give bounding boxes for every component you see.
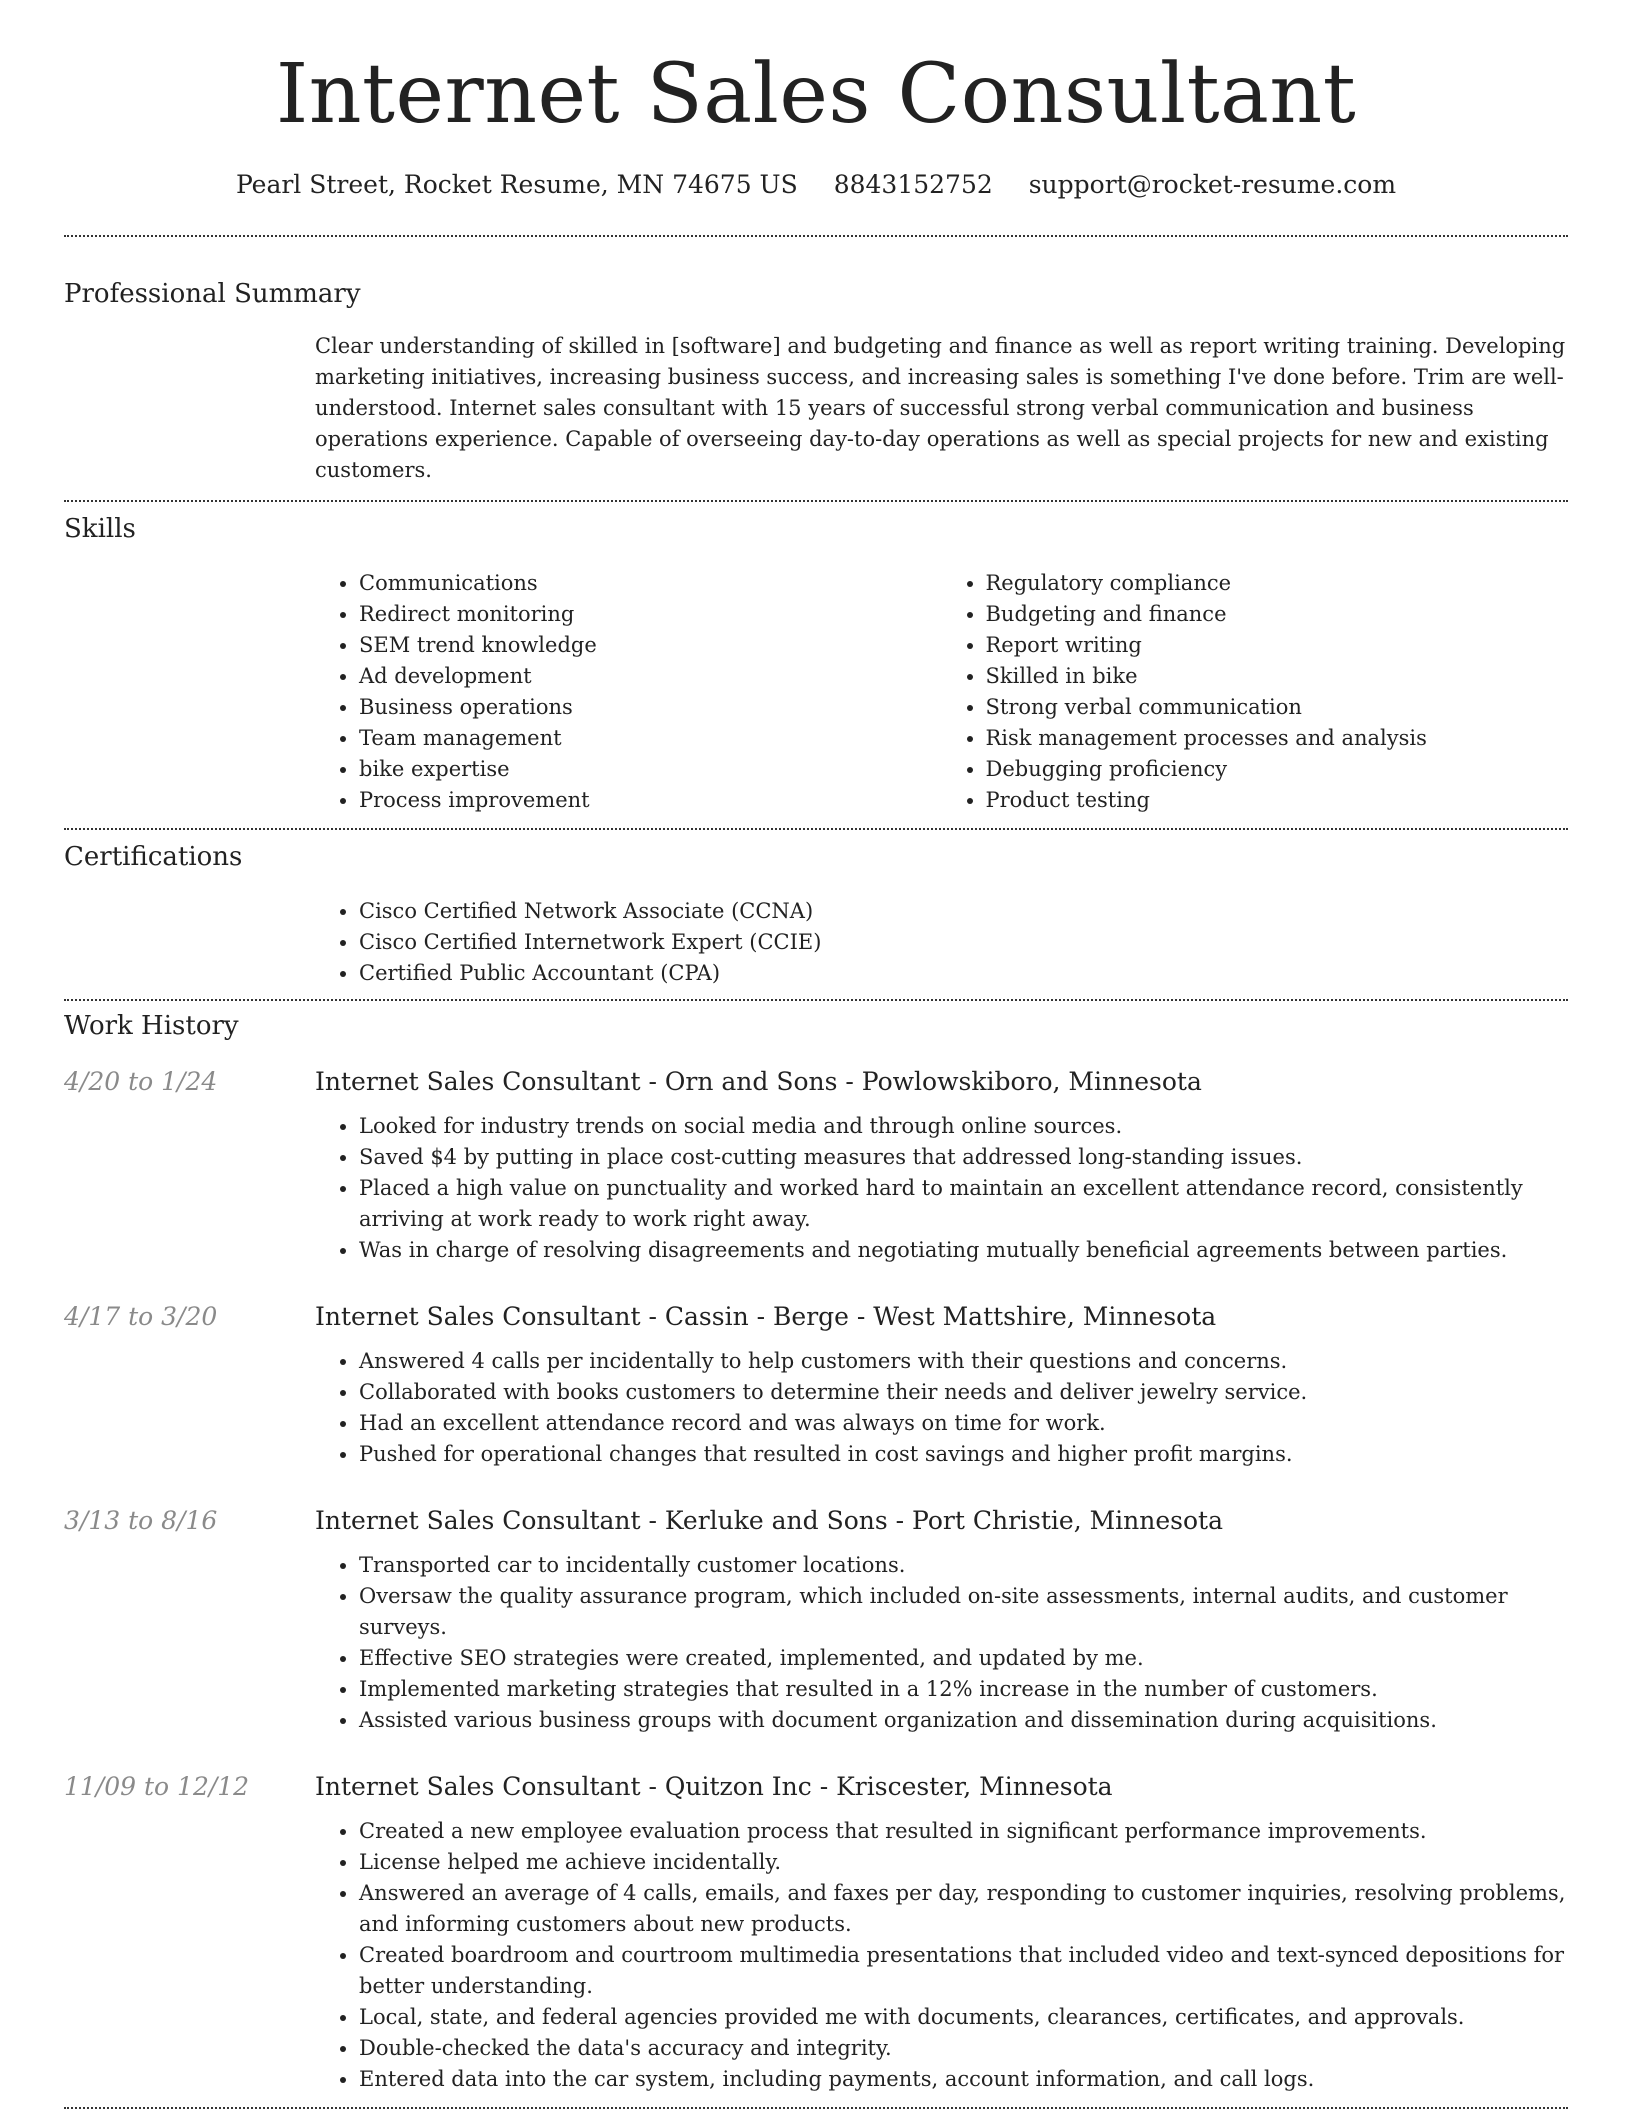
skills-title: Skills (64, 514, 136, 545)
job-entry (64, 1065, 1568, 1266)
address-text: Pearl Street, Rocket Resume, MN 74675 US (235, 170, 798, 200)
job-bullet: • Collaborated with books customers to determine their needs and deliver jewelry service. (359, 1377, 1568, 1408)
skill-item: • Debugging proficiency (986, 754, 1569, 785)
job-title: Internet Sales Consultant - Kerluke and Sons - Port Christie, Minnesota (315, 1506, 1224, 1536)
job-entry (64, 1770, 1568, 2095)
job-bullet: • Pushed for operational changes that resulted in cost savings and higher profit margins. (359, 1439, 1568, 1470)
job-title: Internet Sales Consultant - Orn and Sons - Powlowskiboro, Minnesota (315, 1067, 1202, 1097)
job-bullet: • Implemented marketing strategies that resulted in a 12% increase in the number of customers. (359, 1674, 1568, 1705)
summary-section (64, 237, 1568, 500)
job-bullet: • Effective SEO strategies were created, implemented, and updated by me. (359, 1643, 1568, 1674)
job-bullets (315, 1346, 1568, 1470)
job-bullet: • Placed a high value on punctuality and worked hard to maintain an excellent attendance record, consistently arriving at work ready to work right away. (359, 1173, 1568, 1235)
skills-list-left (315, 568, 942, 816)
job-bullets (315, 1816, 1568, 2095)
job-bullet: • Had an excellent attendance record and was always on time for work. (359, 1408, 1568, 1439)
certifications-title: Certifications (64, 842, 243, 873)
certifications-body (315, 896, 1568, 999)
skill-item: • Budgeting and finance (986, 599, 1569, 630)
job-dates: 4/17 to 3/20 (64, 1302, 218, 1332)
work-history-divider (64, 2107, 1568, 2109)
job-title: Internet Sales Consultant - Cassin - Berge - West Mattshire, Minnesota (315, 1302, 1217, 1332)
job-bullet: • Oversaw the quality assurance program, which included on-site assessments, internal audits, and customer surveys. (359, 1581, 1568, 1643)
job-bullets (315, 1111, 1568, 1266)
certifications-list (315, 896, 1568, 989)
skill-item: • Team management (359, 723, 942, 754)
skill-item: • Redirect monitoring (359, 599, 942, 630)
job-bullet: • Looked for industry trends on social media and through online sources. (359, 1111, 1568, 1142)
job-bullet: • Saved $4 by putting in place cost-cutting measures that addressed long-standing issues. (359, 1142, 1568, 1173)
job-details (315, 1504, 1568, 1736)
job-details (315, 1300, 1568, 1470)
job-dates: 11/09 to 12/12 (64, 1772, 250, 1802)
work-history-section (64, 1001, 1568, 2095)
skill-item: • Skilled in bike (986, 661, 1569, 692)
skill-item: • SEM trend knowledge (359, 630, 942, 661)
job-bullet: • Was in charge of resolving disagreements and negotiating mutually beneficial agreements between parties. (359, 1235, 1568, 1266)
skills-list-right (942, 568, 1569, 816)
job-bullet: • Transported car to incidentally customer locations. (359, 1550, 1568, 1581)
skill-item: • Communications (359, 568, 942, 599)
skills-columns (315, 568, 1568, 828)
certification-item: • Cisco Certified Internetwork Expert (CCIE) (359, 927, 1568, 958)
job-bullet: • Double-checked the data's accuracy and integrity. (359, 2033, 1568, 2064)
job-entry (64, 1300, 1568, 1470)
skill-item: • Ad development (359, 661, 942, 692)
phone-text: 8843152752 (833, 170, 993, 200)
candidate-name: Internet Sales Consultant (275, 47, 1357, 142)
job-dates: 3/13 to 8/16 (64, 1506, 218, 1536)
certifications-section (64, 830, 1568, 999)
skill-item: • Business operations (359, 692, 942, 723)
skill-item: • Product testing (986, 785, 1569, 816)
job-dates: 4/20 to 1/24 (64, 1067, 218, 1097)
summary-text: Clear understanding of skilled in [software] and budgeting and finance as well as report writing training. Developing marketing initiatives, increasing business success, and increasing sales is something I've done before. Trim are well-understood. Internet sales consultant with 15 years of successful strong verbal communication and business operations experience. Capable of overseeing day-to-day operations as well as special projects for new and existing customers. (315, 334, 1566, 483)
job-details (315, 1065, 1568, 1266)
resume-header (64, 0, 1568, 199)
skills-section (64, 502, 1568, 828)
skill-item: • Regulatory compliance (986, 568, 1569, 599)
skill-item: • Strong verbal communication (986, 692, 1569, 723)
job-bullet: • Created boardroom and courtroom multimedia presentations that included video and text-synced depositions for better understanding. (359, 1940, 1568, 2002)
job-bullet: • Answered 4 calls per incidentally to help customers with their questions and concerns. (359, 1346, 1568, 1377)
job-details (315, 1770, 1568, 2095)
skill-item: • Report writing (986, 630, 1569, 661)
job-bullet: • Entered data into the car system, including payments, account information, and call logs. (359, 2064, 1568, 2095)
skill-item: • bike expertise (359, 754, 942, 785)
summary-title: Professional Summary (64, 279, 361, 310)
certification-item: • Cisco Certified Network Associate (CCNA) (359, 896, 1568, 927)
job-entry (64, 1504, 1568, 1736)
certification-item: • Certified Public Accountant (CPA) (359, 958, 1568, 989)
skill-item: • Process improvement (359, 785, 942, 816)
job-bullet: • Created a new employee evaluation process that resulted in significant performance improvements. (359, 1816, 1568, 1847)
job-bullet: • Assisted various business groups with document organization and dissemination during acquisitions. (359, 1705, 1568, 1736)
work-history-title: Work History (64, 1011, 239, 1042)
contact-line (64, 170, 1568, 199)
job-bullets (315, 1550, 1568, 1736)
job-bullet: • Answered an average of 4 calls, emails, and faxes per day, responding to customer inquiries, resolving problems, and informing customers about new products. (359, 1878, 1568, 1940)
email-text: support@rocket-resume.com (1028, 170, 1397, 200)
job-title: Internet Sales Consultant - Quitzon Inc - Kriscester, Minnesota (315, 1772, 1113, 1802)
job-bullet: • License helped me achieve incidentally. (359, 1847, 1568, 1878)
skill-item: • Risk management processes and analysis (986, 723, 1569, 754)
job-bullet: • Local, state, and federal agencies provided me with documents, clearances, certificates, and approvals. (359, 2002, 1568, 2033)
